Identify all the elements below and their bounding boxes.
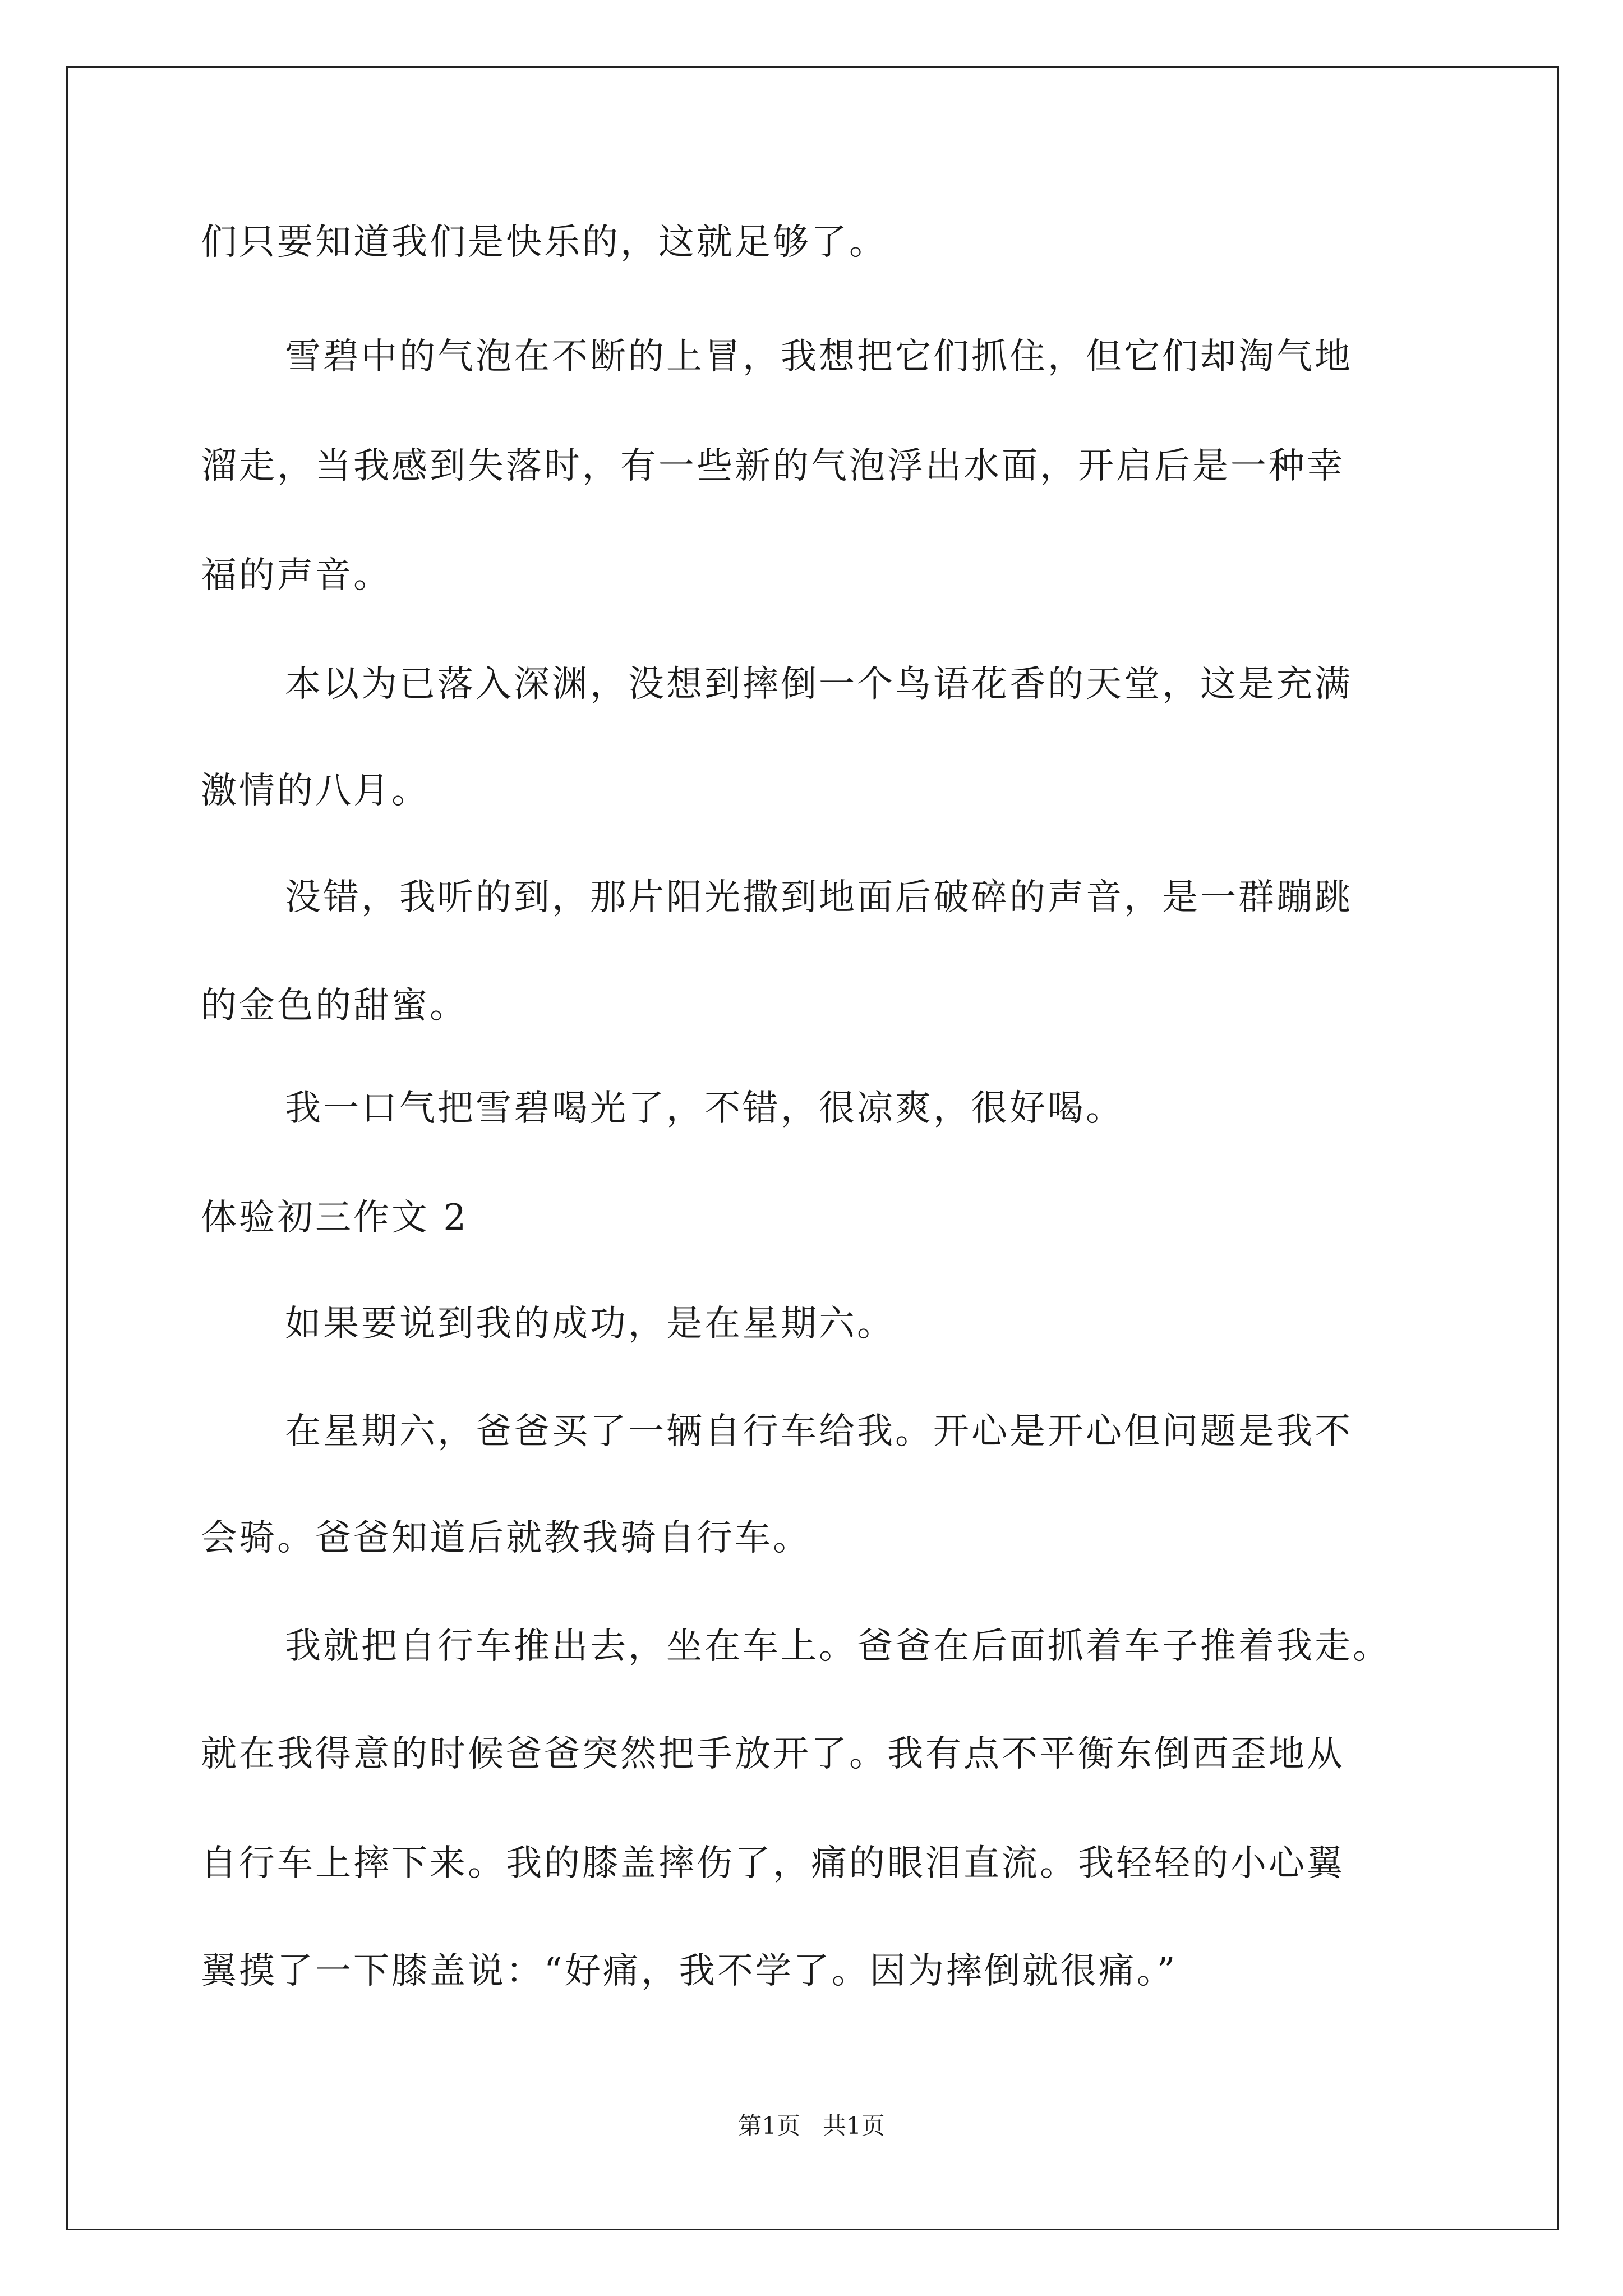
text-line: 福的声音。 (201, 555, 391, 596)
paragraph-start: 我一口气把雪碧喝光了，不错，很凉爽，很好喝。 (285, 1088, 1124, 1129)
text-line: 就在我得意的时候爸爸突然把手放开了。我有点不平衡东倒西歪地从 (201, 1733, 1345, 1775)
paragraph-start: 我就把自行车推出去，坐在车上。爸爸在后面抓着车子推着我走。 (285, 1626, 1391, 1667)
page-border (66, 66, 1559, 2230)
text-line: 激情的八月。 (201, 770, 430, 812)
paragraph-start: 在星期六，爸爸买了一辆自行车给我。开心是开心但问题是我不 (285, 1411, 1353, 1452)
page-footer: 第1页 共1页 (738, 2112, 885, 2139)
text-line: 溜走，当我感到失落时，有一些新的气泡浮出水面，开启后是一种幸 (201, 445, 1345, 487)
section-heading: 体验初三作文 2 (201, 1197, 469, 1239)
paragraph-start: 本以为已落入深渊，没想到摔倒一个鸟语花香的天堂，这是充满 (285, 664, 1353, 705)
text-line: 翼摸了一下膝盖说：“好痛，我不学了。因为摔倒就很痛。” (201, 1950, 1178, 1992)
text-line: 会骑。爸爸知道后就教我骑自行车。 (201, 1517, 811, 1559)
paragraph-start: 雪碧中的气泡在不断的上冒，我想把它们抓住，但它们却淘气地 (285, 336, 1353, 378)
paragraph-start: 如果要说到我的成功，是在星期六。 (285, 1303, 895, 1345)
paragraph-start: 没错，我听的到，那片阳光撒到地面后破碎的声音，是一群蹦跳 (285, 877, 1353, 918)
text-line: 们只要知道我们是快乐的，这就足够了。 (201, 222, 887, 263)
text-line: 的金色的甜蜜。 (201, 985, 468, 1027)
text-line: 自行车上摔下来。我的膝盖摔伤了，痛的眼泪直流。我轻轻的小心翼 (201, 1843, 1345, 1884)
